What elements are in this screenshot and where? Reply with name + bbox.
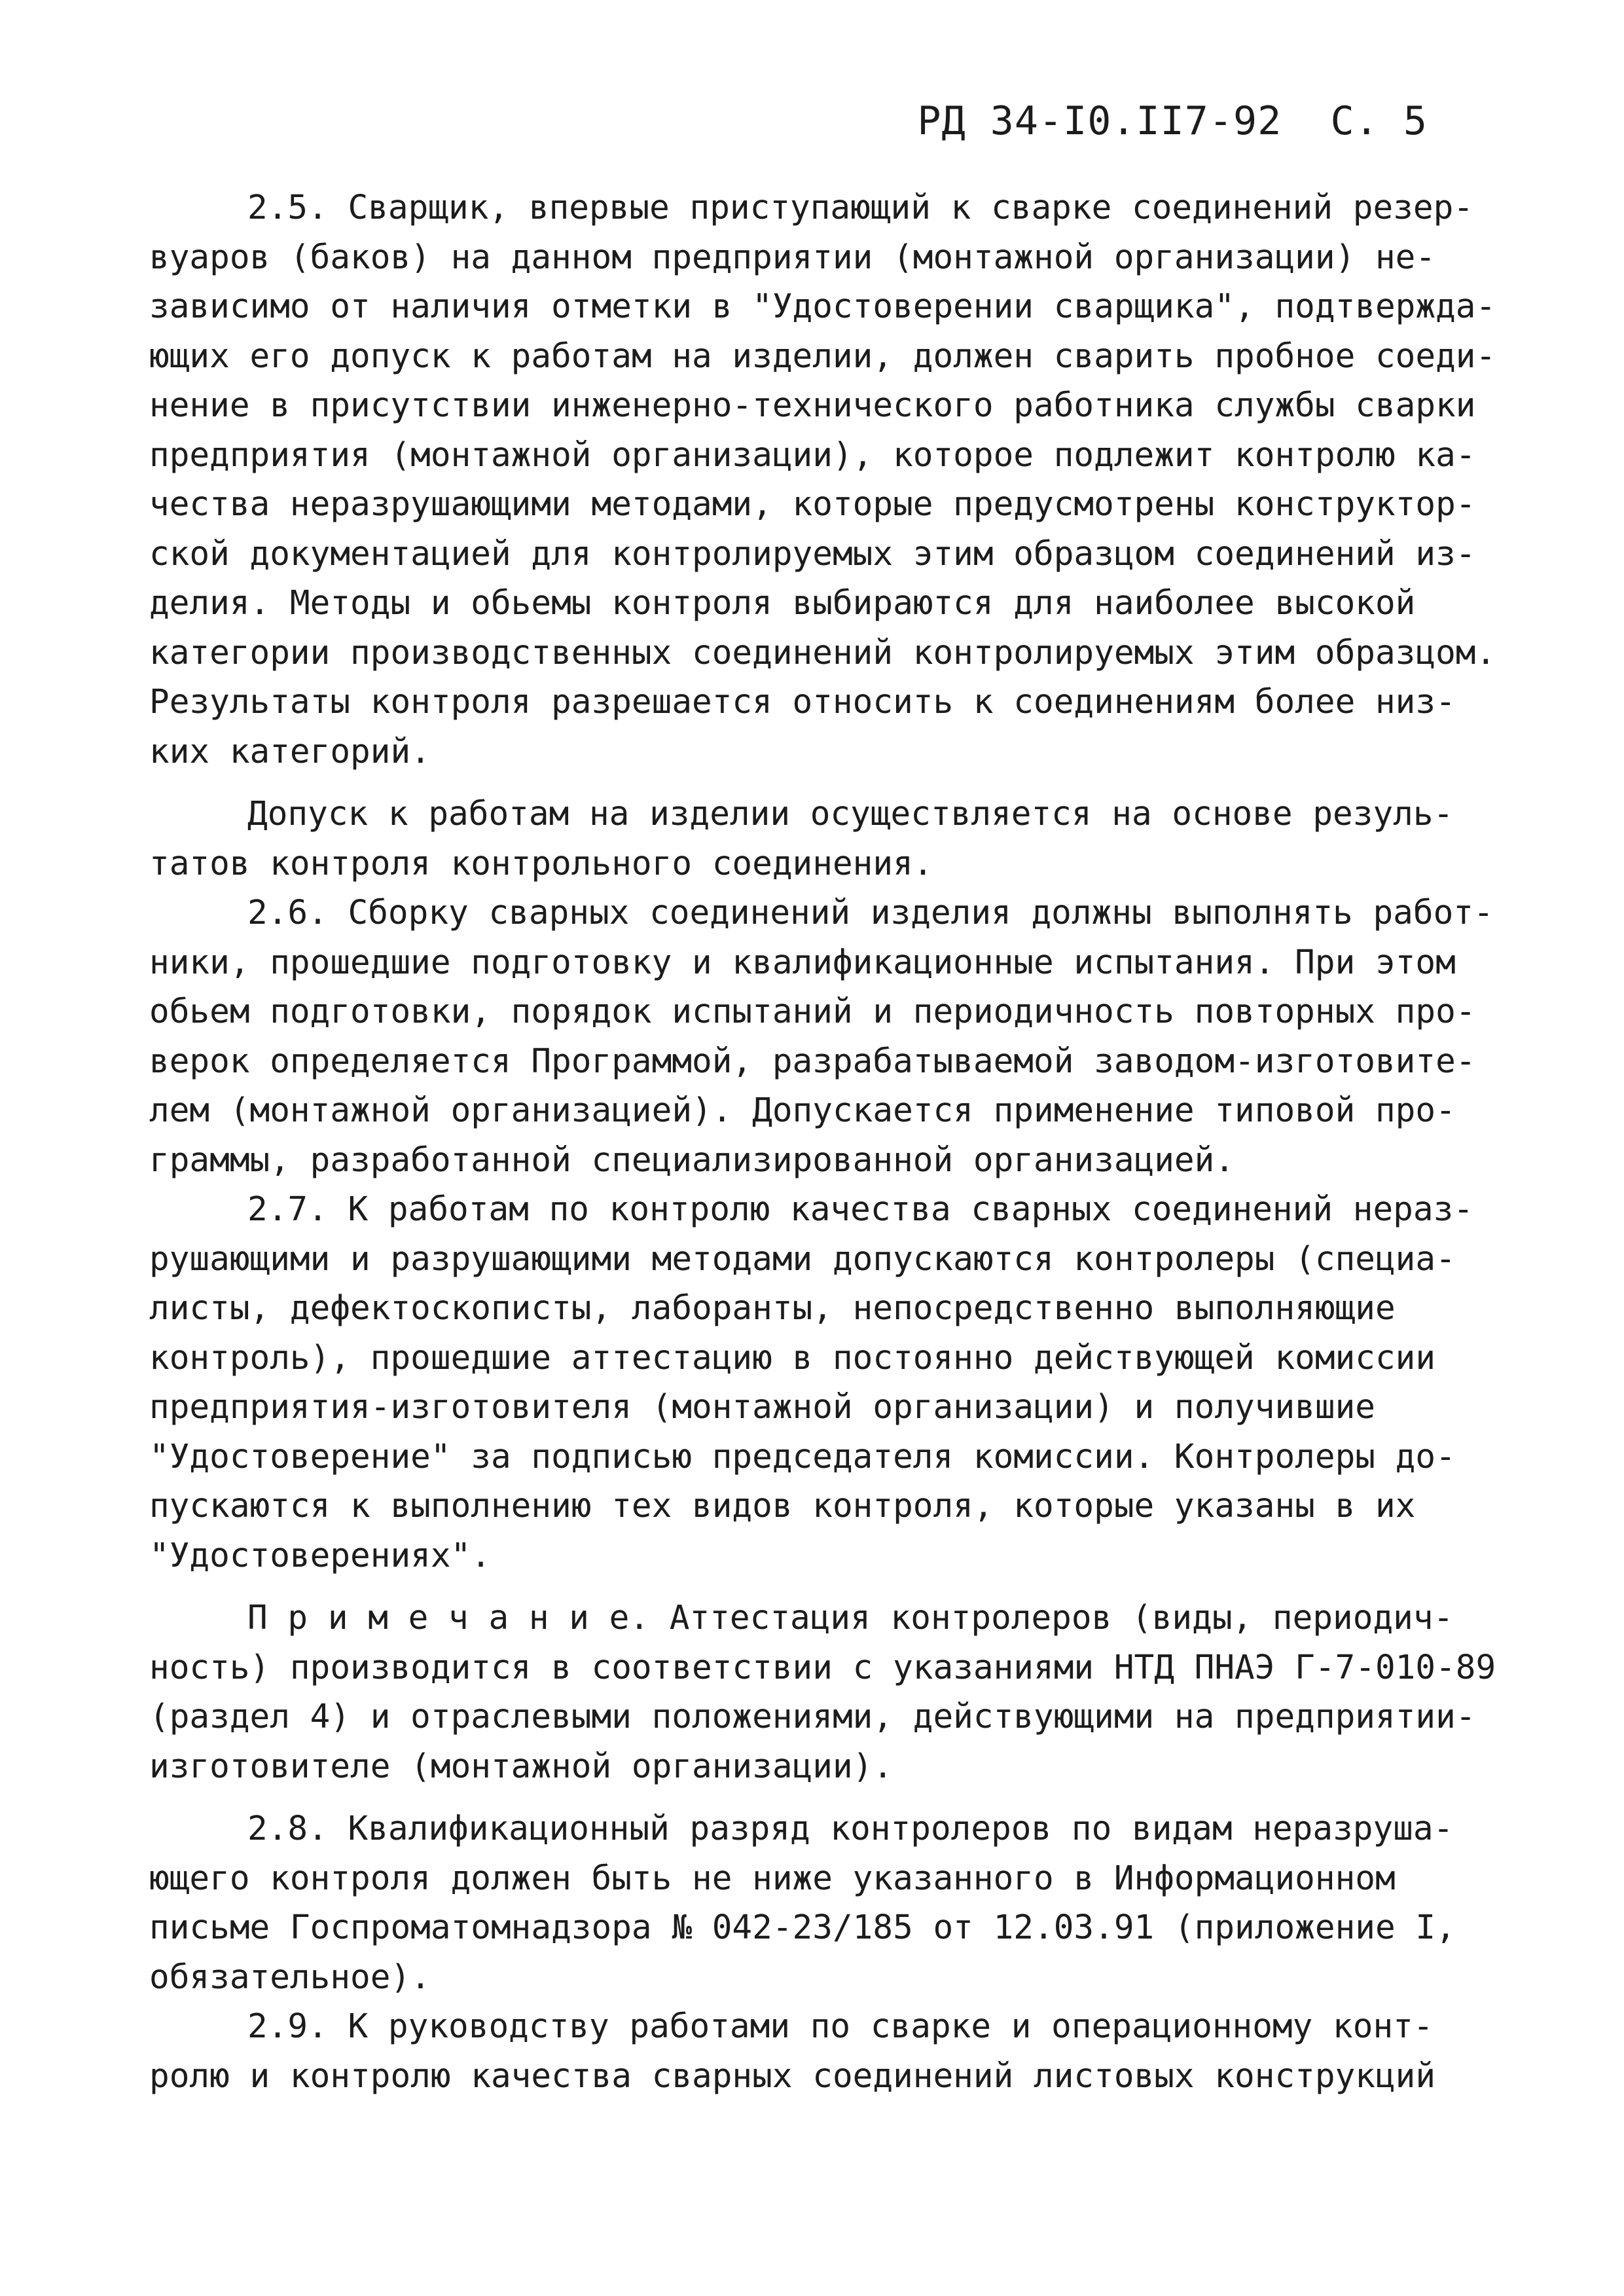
text-line: лем (монтажной организацией). Допускается применение типовой про- <box>149 1091 1456 1130</box>
text-line: "Удостоверениях". <box>149 1536 491 1575</box>
text-line: письме Госпроматомнадзора № 042-23/185 от 12.03.91 (приложение I, <box>149 1908 1456 1947</box>
text-line: "Удостоверение" за подписью председателя комиссии. Контролеры до- <box>149 1437 1456 1476</box>
text-line: верок определяется Программой, разрабатываемой заводом-изготовите- <box>149 1042 1476 1081</box>
paragraph-2-6 <box>149 888 1524 1185</box>
text-line: ской документацией для контролируемых этим образцом соединений из- <box>149 534 1476 574</box>
text-line: категории производственных соединений контролируемых этим образцом. <box>149 633 1496 672</box>
text-line: зависимо от наличия отметки в "Удостоверении сварщика", подтвержда- <box>149 287 1496 326</box>
paragraph-2-8 <box>149 1804 1524 2002</box>
text-line: 2.9. К руководству работами по сварке и операционному конт- <box>247 2007 1434 2046</box>
text-line: ники, прошедшие подготовку и квалификационные испытания. При этом <box>149 943 1456 982</box>
text-line: пускаются к выполнению тех видов контроля, которые указаны в их <box>149 1487 1416 1525</box>
text-line: изготовителе (монтажной организации). <box>149 1747 893 1786</box>
text-line: ющих его допуск к работам на изделии, должен сварить пробное соеди- <box>149 337 1496 376</box>
text-line: ролю и контролю качества сварных соединений листовых конструкций <box>149 2056 1436 2096</box>
paragraph-note <box>149 1594 1524 1791</box>
text-line: П р и м е ч а н и е. Аттестация контролеров (виды, периодич- <box>247 1599 1454 1637</box>
paragraph-2-7 <box>149 1185 1524 1580</box>
text-line: ких категорий. <box>149 732 431 771</box>
paragraph-2-5 <box>149 183 1524 776</box>
text-line: листы, дефектоскописты, лаборанты, непосредственно выполняющие <box>149 1289 1396 1328</box>
text-line: контроль), прошедшие аттестацию в постоянно действующей комиссии <box>149 1338 1436 1377</box>
text-line: (раздел 4) и отраслевыми положениями, действующими на предприятии- <box>149 1698 1476 1736</box>
text-line: Допуск к работам на изделии осуществляется на основе резуль- <box>247 795 1454 833</box>
text-line: 2.7. К работам по контролю качества сварных соединений нераз- <box>247 1190 1473 1229</box>
text-line: обьем подготовки, порядок испытаний и периодичность повторных про- <box>149 993 1476 1031</box>
page-header: РД 34-I0.II7-92 С. 5 <box>917 98 1428 144</box>
text-line: чества неразрушающими методами, которые предусмотрены конструктор- <box>149 485 1476 524</box>
text-line: ность) производится в соответствии с указаниями НТД ПНАЭ Г-7-010-89 <box>149 1648 1496 1687</box>
text-line: 2.8. Квалификационный разряд контролеров по видам неразруша- <box>247 1810 1454 1848</box>
text-line: предприятия (монтажной организации), которое подлежит контролю ка- <box>149 435 1476 475</box>
text-line: граммы, разработанной специализированной организацией. <box>149 1140 1235 1180</box>
text-line: нение в присутствии инженерно-технического работника службы сварки <box>149 386 1476 425</box>
text-line: рушающими и разрушающими методами допускаются контролеры (специа- <box>149 1239 1456 1279</box>
text-line: татов контроля контрольного соединения. <box>149 844 933 883</box>
document-body <box>149 183 1524 2101</box>
text-line: 2.5. Сварщик, впервые приступающий к сварке соединений резер- <box>247 189 1473 227</box>
text-line: Результаты контроля разрешается относить к соединениям более низ- <box>149 683 1456 721</box>
text-line: делия. Методы и обьемы контроля выбираются для наиболее высокой <box>149 584 1416 623</box>
text-line: обязательное). <box>149 1958 431 1997</box>
text-line: вуаров (баков) на данном предприятии (монтажной организации) не- <box>149 238 1436 277</box>
text-line: предприятия-изготовителя (монтажной организации) и получившие <box>149 1388 1375 1427</box>
text-line: ющего контроля должен быть не ниже указанного в Информационном <box>149 1859 1396 1898</box>
paragraph-admission <box>149 790 1524 888</box>
text-line: 2.6. Сборку сварных соединений изделия должны выполнять работ- <box>247 894 1494 932</box>
paragraph-2-9 <box>149 2002 1524 2101</box>
